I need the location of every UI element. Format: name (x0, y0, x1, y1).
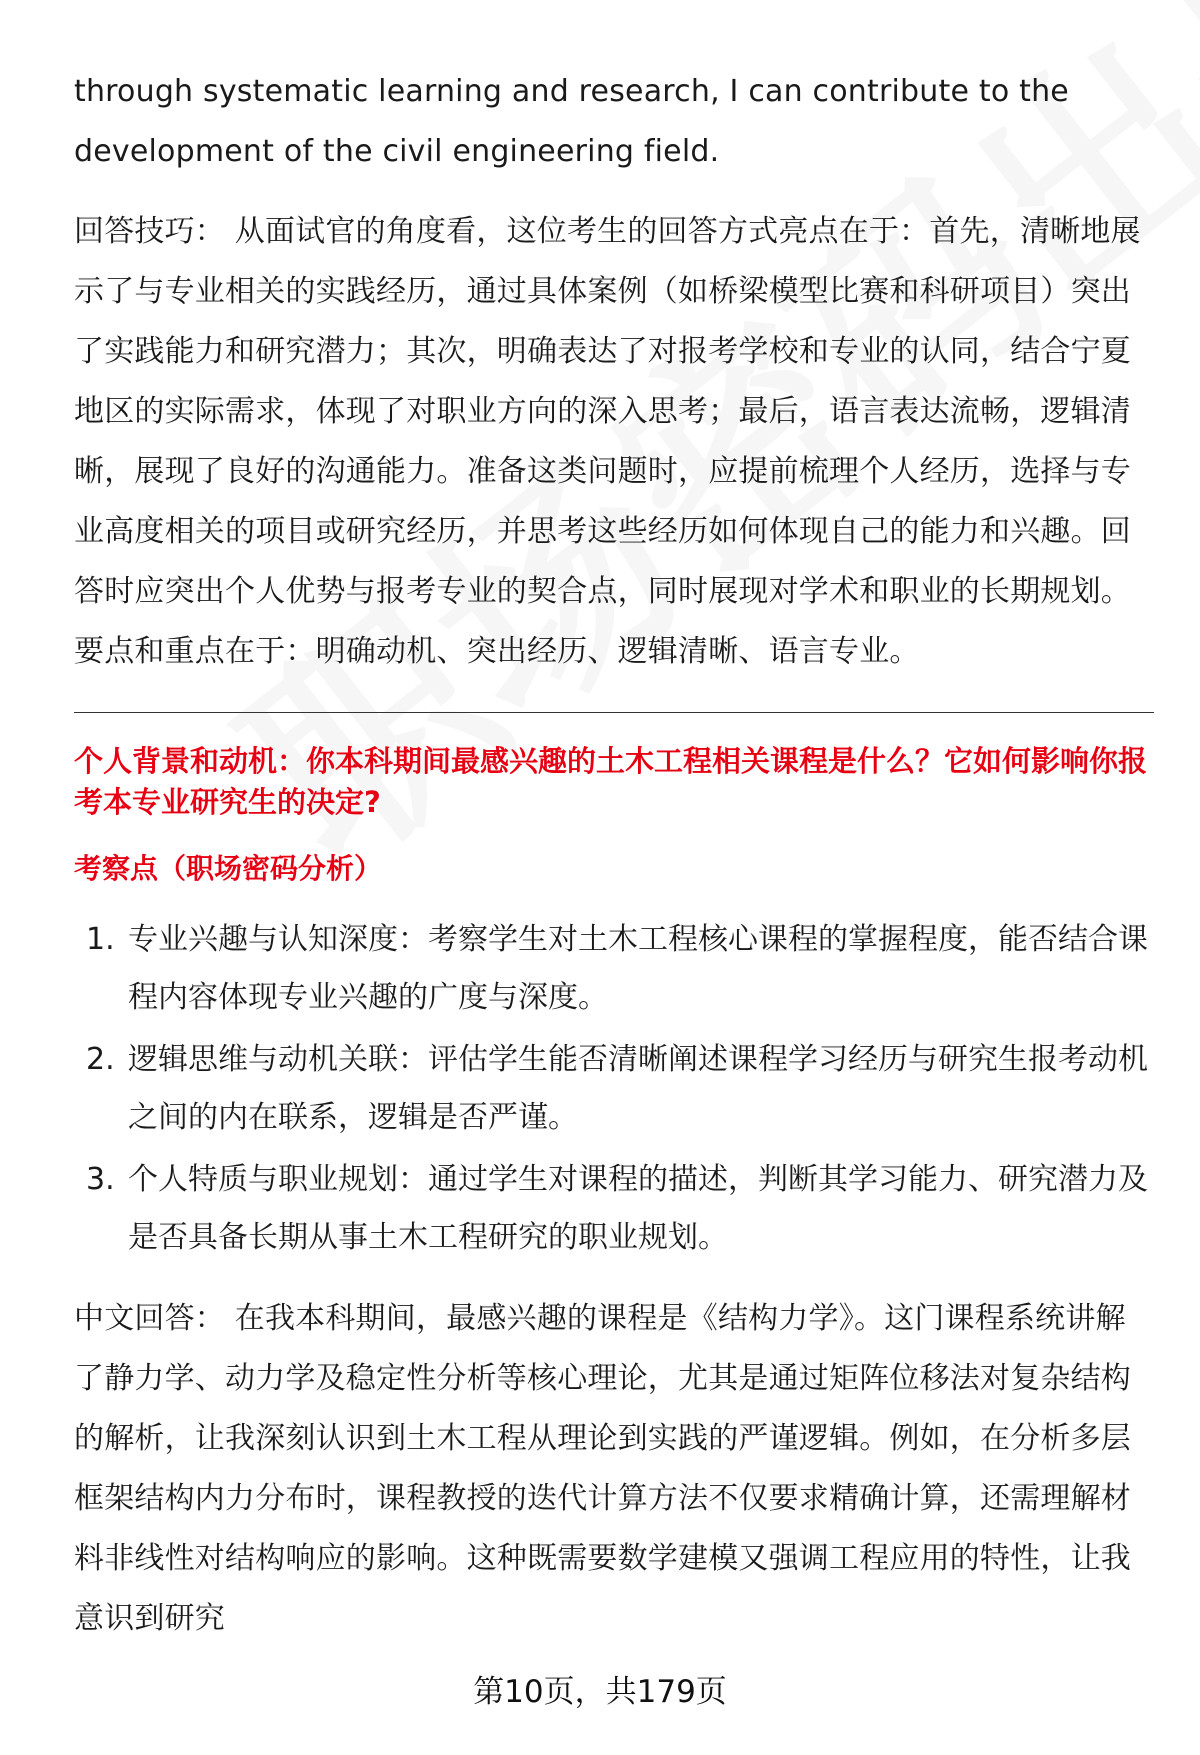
list-item-text: 个人特质与职业规划：通过学生对课程的描述，判断其学习能力、研究潜力及是否具备长期从事土木工程研究的职业规划。 (128, 1162, 1148, 1255)
list-item-number: 2. (86, 1042, 115, 1077)
answer-text: 在我本科期间，最感兴趣的课程是《结构力学》。这门课程系统讲解了静力学、动力学及稳定性分析等核心理论，尤其是通过矩阵位移法对复杂结构的解析，让我深刻认识到土木工程从理论到实践的严谨逻辑。例如，在分析多层框架结构内力分布时，课程教授的迭代计算方法不仅要求精确计算，还需理解材料非线性对结构响应的影响。这种既需要数学建模又强调工程应用的特性，让我意识到研究 (74, 1301, 1131, 1636)
question-heading: 个人背景和动机：你本科期间最感兴趣的土木工程相关课程是什么？它如何影响你报考本专业研究生的决定? (74, 744, 1148, 819)
list-item-text: 专业兴趣与认知深度：考察学生对土木工程核心课程的掌握程度，能否结合课程内容体现专业兴趣的广度与深度。 (128, 922, 1148, 1015)
focus-heading: 考察点（职场密码分析） (74, 852, 383, 885)
tips-paragraph (74, 202, 1154, 682)
list-item (74, 1151, 1154, 1267)
list-item-number: 1. (86, 922, 115, 957)
answer-paragraph (74, 1289, 1154, 1649)
focus-points-list (74, 911, 1154, 1267)
list-item-number: 3. (86, 1162, 115, 1197)
tips-text: 从面试官的角度看，这位考生的回答方式亮点在于：首先，清晰地展示了与专业相关的实践经历，通过具体案例（如桥梁模型比赛和科研项目）突出了实践能力和研究潜力；其次，明确表达了对报考学校和专业的认同，结合宁夏地区的实际需求，体现了对职业方向的深入思考；最后，语言表达流畅，逻辑清晰，展现了良好的沟通能力。准备这类问题时，应提前梳理个人经历，选择与专业高度相关的项目或研究经历，并思考这些经历如何体现自己的能力和兴趣。回答时应突出个人优势与报考专业的契合点，同时展现对学术和职业的长期规划。要点和重点在于：明确动机、突出经历、逻辑清晰、语言专业。 (74, 214, 1141, 669)
section-divider (74, 712, 1154, 713)
list-item-text: 逻辑思维与动机关联：评估学生能否清晰阐述课程学习经历与研究生报考动机之间的内在联系，逻辑是否严谨。 (128, 1042, 1148, 1135)
tips-label: 回答技巧： (74, 214, 225, 249)
list-item (74, 911, 1154, 1027)
intro-continuation: through systematic learning and research, I can contribute to the development of the civil engineering field. (74, 74, 1069, 169)
page-footer: 第10页，共179页 (473, 1674, 727, 1710)
answer-label: 中文回答： (74, 1301, 225, 1336)
list-item (74, 1031, 1154, 1147)
document-page (74, 62, 1154, 1649)
